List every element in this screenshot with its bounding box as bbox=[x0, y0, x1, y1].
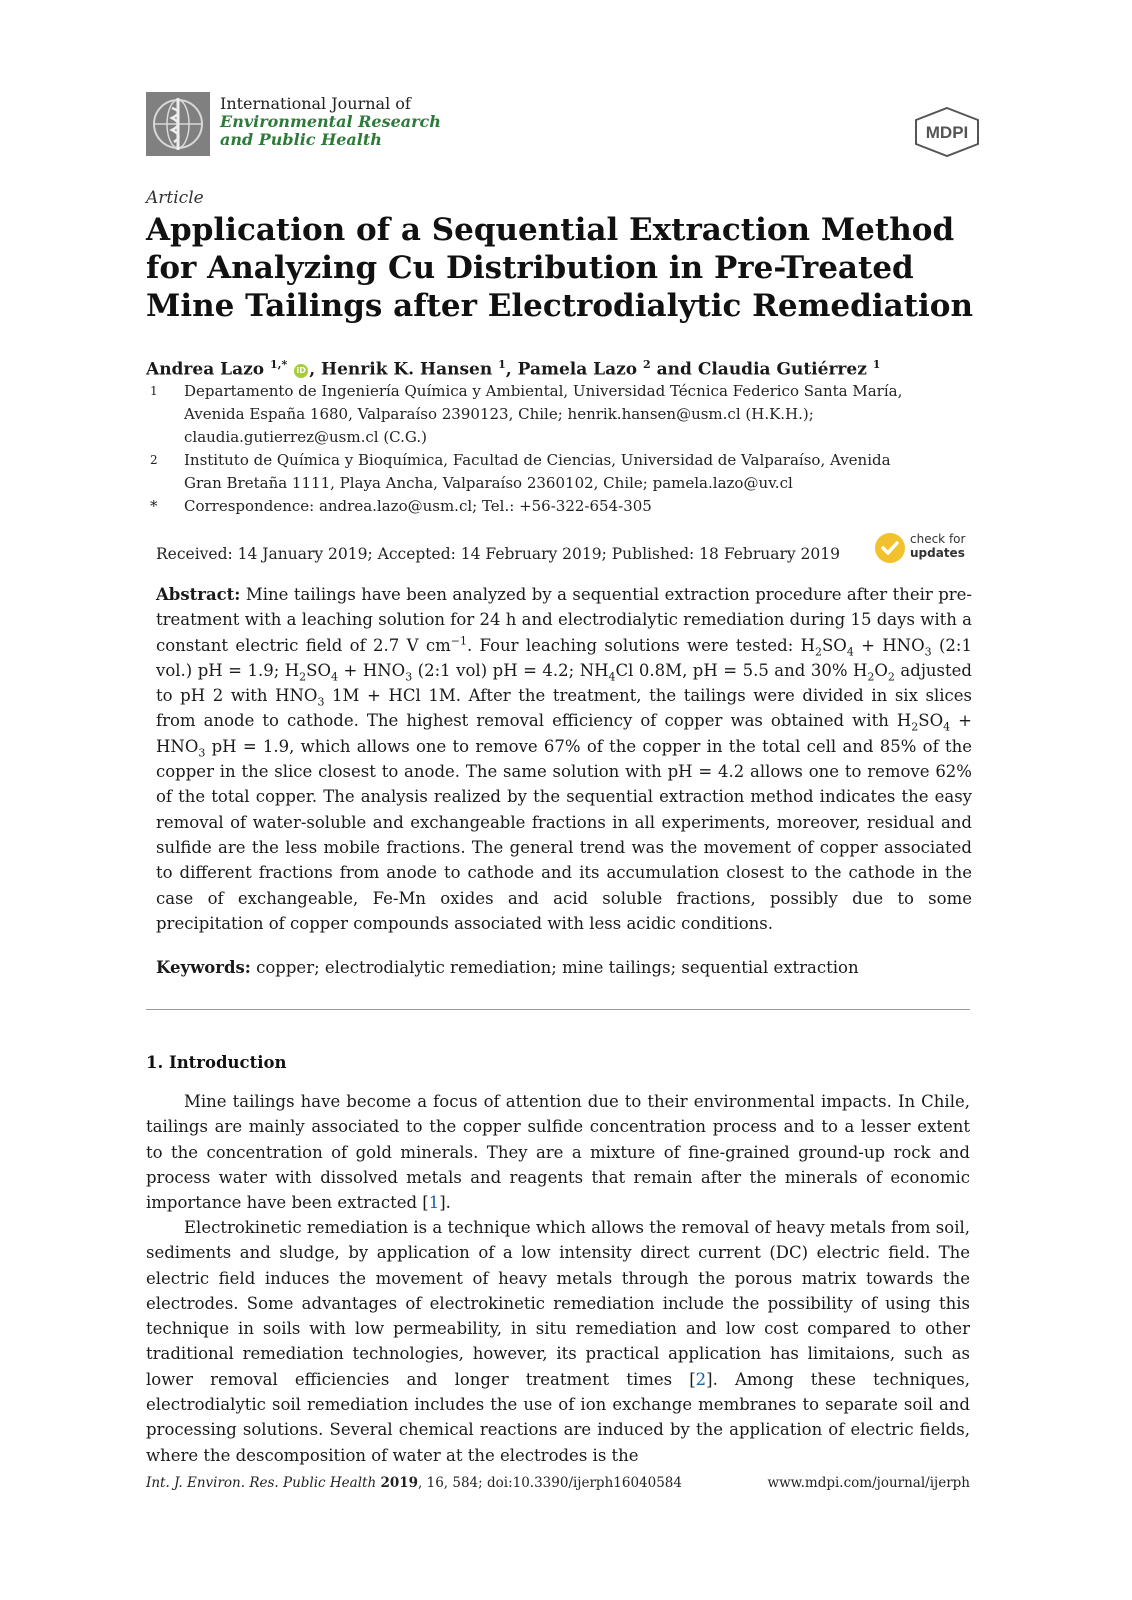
footer-journal: Int. J. Environ. Res. Public Health bbox=[146, 1475, 377, 1491]
abstract-text: + HNO bbox=[156, 711, 972, 756]
journal-name-line1: International Journal of bbox=[220, 94, 411, 113]
abstract-sub: 2 bbox=[814, 644, 822, 658]
paragraph-text: Electrokinetic remediation is a technique which allows the removal of heavy metals from soil, sediments and sludge, by application of a low intensity direct current (DC) electric field. The electric field induces the movement of heavy metals through the porous matrix towards the electrodes. Some advantages of electrokinetic remediation include the possibility of using this technique in soils with low permeability, in situ remediation and low cost compared to other traditional remediation technologies, however, its practical application has limitaions, such as lower removal efficiencies and longer treatment times [ bbox=[146, 1218, 970, 1389]
horizontal-divider bbox=[146, 1009, 970, 1010]
correspondence-text: Correspondence: andrea.lazo@usm.cl; Tel.: +56-322-654-305 bbox=[184, 497, 652, 515]
author-affiliation-sup: 1 bbox=[498, 358, 506, 371]
abstract-text: + HNO bbox=[853, 635, 925, 655]
abstract-text: SO bbox=[918, 711, 944, 731]
abstract-text: Mine tailings have been analyzed by a sequential extraction procedure after their pre-treatment with a leaching solution for 24 h and electrodialytic remediation during 15 days with a constant electric field of 2.7 V cm bbox=[156, 585, 972, 655]
abstract-text: + HNO bbox=[338, 660, 406, 680]
footer-year: 2019 bbox=[380, 1475, 419, 1491]
abstract-sub: 4 bbox=[331, 670, 339, 684]
paragraph-text: Mine tailings have become a focus of attention due to their environmental impacts. In Chile, tailings are mainly associated to the copper sulfide concentration process and to a lesser extent to the concentration of gold minerals. They are a mixture of fine-grained ground-up rock and process water with dissolved metals and reagents that remain after the minerals of economic importance have been extracted [ bbox=[146, 1092, 970, 1213]
abstract-text: SO bbox=[821, 635, 847, 655]
abstract-label: Abstract: bbox=[156, 585, 241, 604]
author-affiliation-sup: 1,* bbox=[270, 358, 288, 371]
publication-dates: Received: 14 January 2019; Accepted: 14 February 2019; Published: 18 February 2019 bbox=[156, 545, 841, 563]
abstract-sub: 3 bbox=[924, 644, 932, 658]
check-for-updates-badge[interactable] bbox=[874, 532, 974, 566]
affiliation-text: Instituto de Química y Bioquímica, Facultad de Ciencias, Universidad de Valparaíso, Avenida Gran Bretaña 1111, Playa Ancha, Valparaíso 2360102, Chile; pamela.lazo@uv.cl bbox=[184, 451, 891, 492]
orcid-icon[interactable]: iD bbox=[294, 364, 308, 378]
abstract-text: SO bbox=[306, 660, 332, 680]
paragraph-1 bbox=[146, 1089, 970, 1215]
citation-link[interactable]: 2 bbox=[695, 1369, 707, 1389]
footer-url[interactable]: www.mdpi.com/journal/ijerph bbox=[767, 1475, 970, 1491]
abstract bbox=[156, 582, 972, 936]
abstract-text: (2:1 vol) pH = 4.2; NH bbox=[412, 660, 609, 680]
paper-title: Application of a Sequential Extraction Method for Analyzing Cu Distribution in Pre-Treated Mine Tailings after Electrodialytic Remediation bbox=[146, 212, 973, 324]
author-name: Henrik K. Hansen bbox=[321, 359, 493, 380]
journal-logo-icon bbox=[146, 92, 210, 156]
correspondence-marker: * bbox=[150, 497, 158, 515]
abstract-text: (2:1 vol.) pH = 1.9; H bbox=[156, 635, 972, 680]
author-affiliation-sup: 2 bbox=[643, 358, 651, 371]
author-separator: and bbox=[650, 359, 698, 380]
abstract-sub: 4 bbox=[608, 670, 616, 684]
author-separator: , bbox=[309, 359, 322, 380]
citation-link[interactable]: 1 bbox=[428, 1193, 440, 1213]
abstract-text: Cl 0.8M, pH = 5.5 and 30% H bbox=[615, 660, 868, 680]
footer-volume-doi: , 16, 584; doi:10.3390/ijerph16040584 bbox=[418, 1475, 682, 1491]
abstract-sub: 2 bbox=[911, 720, 919, 734]
mdpi-logo-text: MDPI bbox=[925, 123, 969, 142]
abstract-text: adjusted to pH 2 with HNO bbox=[156, 660, 972, 706]
article-type: Article bbox=[146, 188, 204, 208]
paragraph-text: ]. bbox=[439, 1193, 451, 1213]
section-heading: 1. Introduction bbox=[146, 1053, 287, 1072]
author-name: Andrea Lazo bbox=[146, 359, 265, 380]
keywords bbox=[156, 958, 859, 977]
author-name: Claudia Gutiérrez bbox=[697, 359, 867, 380]
journal-name-line3: and Public Health bbox=[220, 130, 382, 149]
abstract-sup: −1 bbox=[450, 634, 467, 648]
abstract-sub: 3 bbox=[317, 695, 325, 709]
check-for-updates-line1: check for bbox=[910, 532, 966, 546]
paragraph-2 bbox=[146, 1215, 970, 1468]
author-affiliation-sup: 1 bbox=[872, 358, 881, 371]
mdpi-logo-icon bbox=[910, 106, 984, 158]
abstract-sub: 4 bbox=[846, 644, 854, 658]
author-list bbox=[146, 358, 880, 380]
abstract-sub: 4 bbox=[943, 720, 951, 734]
author-name: Pamela Lazo bbox=[517, 359, 638, 380]
abstract-sub: 2 bbox=[867, 670, 875, 684]
journal-name bbox=[220, 95, 441, 149]
affiliation-text: Departamento de Ingeniería Química y Ambiental, Universidad Técnica Federico Santa María, Avenida España 1680, Valparaíso 2390123, Chile; henrik.hansen@usm.cl (H.K.H.); claudia.gutierrez@usm.cl (C.G.) bbox=[184, 382, 903, 446]
check-for-updates-line2: updates bbox=[910, 546, 965, 560]
abstract-text: . Four leaching solutions were tested: H bbox=[466, 635, 815, 655]
abstract-sub: 3 bbox=[405, 670, 413, 684]
author-separator: , bbox=[505, 359, 518, 380]
abstract-sub: 2 bbox=[887, 670, 895, 684]
abstract-text: pH = 1.9, which allows one to remove 67% of the copper in the total cell and 85% of the copper in the slice closest to anode. The same solution with pH = 4.2 allows one to remove 62% of the total copper. The analysis realized by the sequential extraction method indicates the easy removal of water-soluble and exchangeable fractions in all experiments, moreover, residual and sulfide are the less mobile fractions. The general trend was the movement of copper associated to different fractions from anode to cathode and its accumulation closest to the cathode in the case of exchangeable, Fe-Mn oxides and acid soluble fractions, possibly due to some precipitation of copper compounds associated with less acidic conditions. bbox=[156, 736, 972, 933]
keywords-text: copper; electrodialytic remediation; mine tailings; sequential extraction bbox=[250, 958, 859, 977]
abstract-sub: 2 bbox=[299, 670, 307, 684]
abstract-sub: 3 bbox=[198, 746, 206, 760]
abstract-text: O bbox=[874, 660, 888, 680]
checkmark-icon bbox=[874, 532, 906, 564]
paragraph-text: ]. Among these techniques, electrodialytic soil remediation includes the use of ion exchange membranes to separate soil and processing solutions. Several chemical reactions are induced by the application of electric fields, where the descomposition of water at the electrodes is the bbox=[146, 1369, 970, 1465]
journal-name-line2: Environmental Research bbox=[220, 112, 441, 131]
affiliation-marker: 1 bbox=[150, 384, 158, 398]
keywords-label: Keywords: bbox=[156, 958, 251, 977]
check-for-updates-label bbox=[910, 532, 965, 560]
footer-citation bbox=[146, 1475, 682, 1491]
affiliation-marker: 2 bbox=[150, 453, 158, 467]
abstract-text: 1M + HCl 1M. After the treatment, the tailings were divided in six slices from anode to cathode. The highest removal efficiency of copper was obtained with H bbox=[156, 686, 972, 731]
